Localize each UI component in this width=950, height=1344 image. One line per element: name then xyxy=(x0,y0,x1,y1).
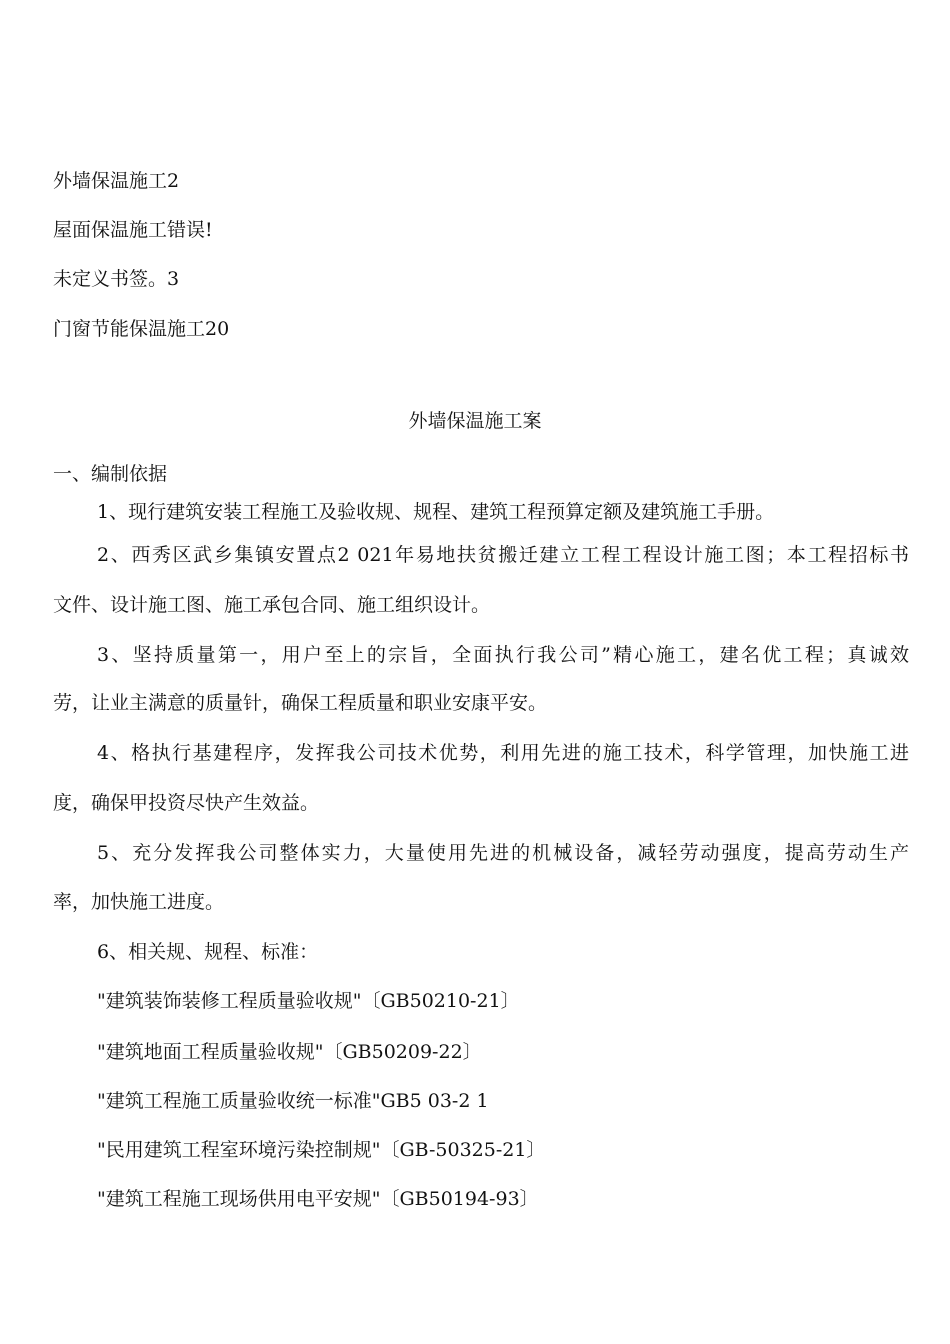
basis-item-5-line-2: 率，加快施工进度。 xyxy=(53,891,225,913)
document-title: 外墙保温施工案 xyxy=(408,410,542,432)
standard-item-5: "建筑工程施工现场供用电平安规"〔GB50194-93〕 xyxy=(97,1188,539,1210)
section-heading: 一、编制依据 xyxy=(53,463,168,485)
basis-item-4-line-1: 4、格执行基建程序，发挥我公司技术优势，利用先进的施工技术，科学管理，加快施工进 xyxy=(97,742,909,764)
standard-item-4: "民用建筑工程室环境污染控制规"〔GB-50325-21〕 xyxy=(97,1139,546,1161)
basis-item-6: 6、相关规、规程、标准： xyxy=(97,941,319,963)
basis-item-2-line-2: 文件、设计施工图、施工承包合同、施工组织设计。 xyxy=(53,594,491,616)
basis-item-4-line-2: 度，确保甲投资尽快产生效益。 xyxy=(53,792,320,814)
basis-item-2-line-1: 2、西秀区武乡集镇安置点2 021年易地扶贫搬迁建立工程工程设计施工图；本工程招标书 xyxy=(97,544,909,566)
basis-item-1: 1、现行建筑安装工程施工及验收规、规程、建筑工程预算定额及建筑施工手册。 xyxy=(97,501,775,523)
toc-entry-2: 屋面保温施工错误! xyxy=(53,219,213,241)
toc-entry-4: 门窗节能保温施工20 xyxy=(53,318,230,340)
basis-item-3-line-2: 劳，让业主满意的质量针，确保工程质量和职业安康平安。 xyxy=(53,692,548,714)
toc-entry-1: 外墙保温施工2 xyxy=(53,170,180,192)
toc-entry-3: 未定义书签。3 xyxy=(53,268,180,290)
standard-item-3: "建筑工程施工质量验收统一标准"GB5 03-2 1 xyxy=(97,1090,489,1112)
standard-item-1: "建筑装饰装修工程质量验收规"〔GB50210-21〕 xyxy=(97,990,520,1012)
standard-item-2: "建筑地面工程质量验收规"〔GB50209-22〕 xyxy=(97,1041,482,1063)
basis-item-3-line-1: 3、坚持质量第一，用户至上的宗旨，全面执行我公司”精心施工，建名优工程；真诚效 xyxy=(97,644,909,666)
basis-item-5-line-1: 5、充分发挥我公司整体实力，大量使用先进的机械设备，减轻劳动强度，提高劳动生产 xyxy=(97,842,909,864)
